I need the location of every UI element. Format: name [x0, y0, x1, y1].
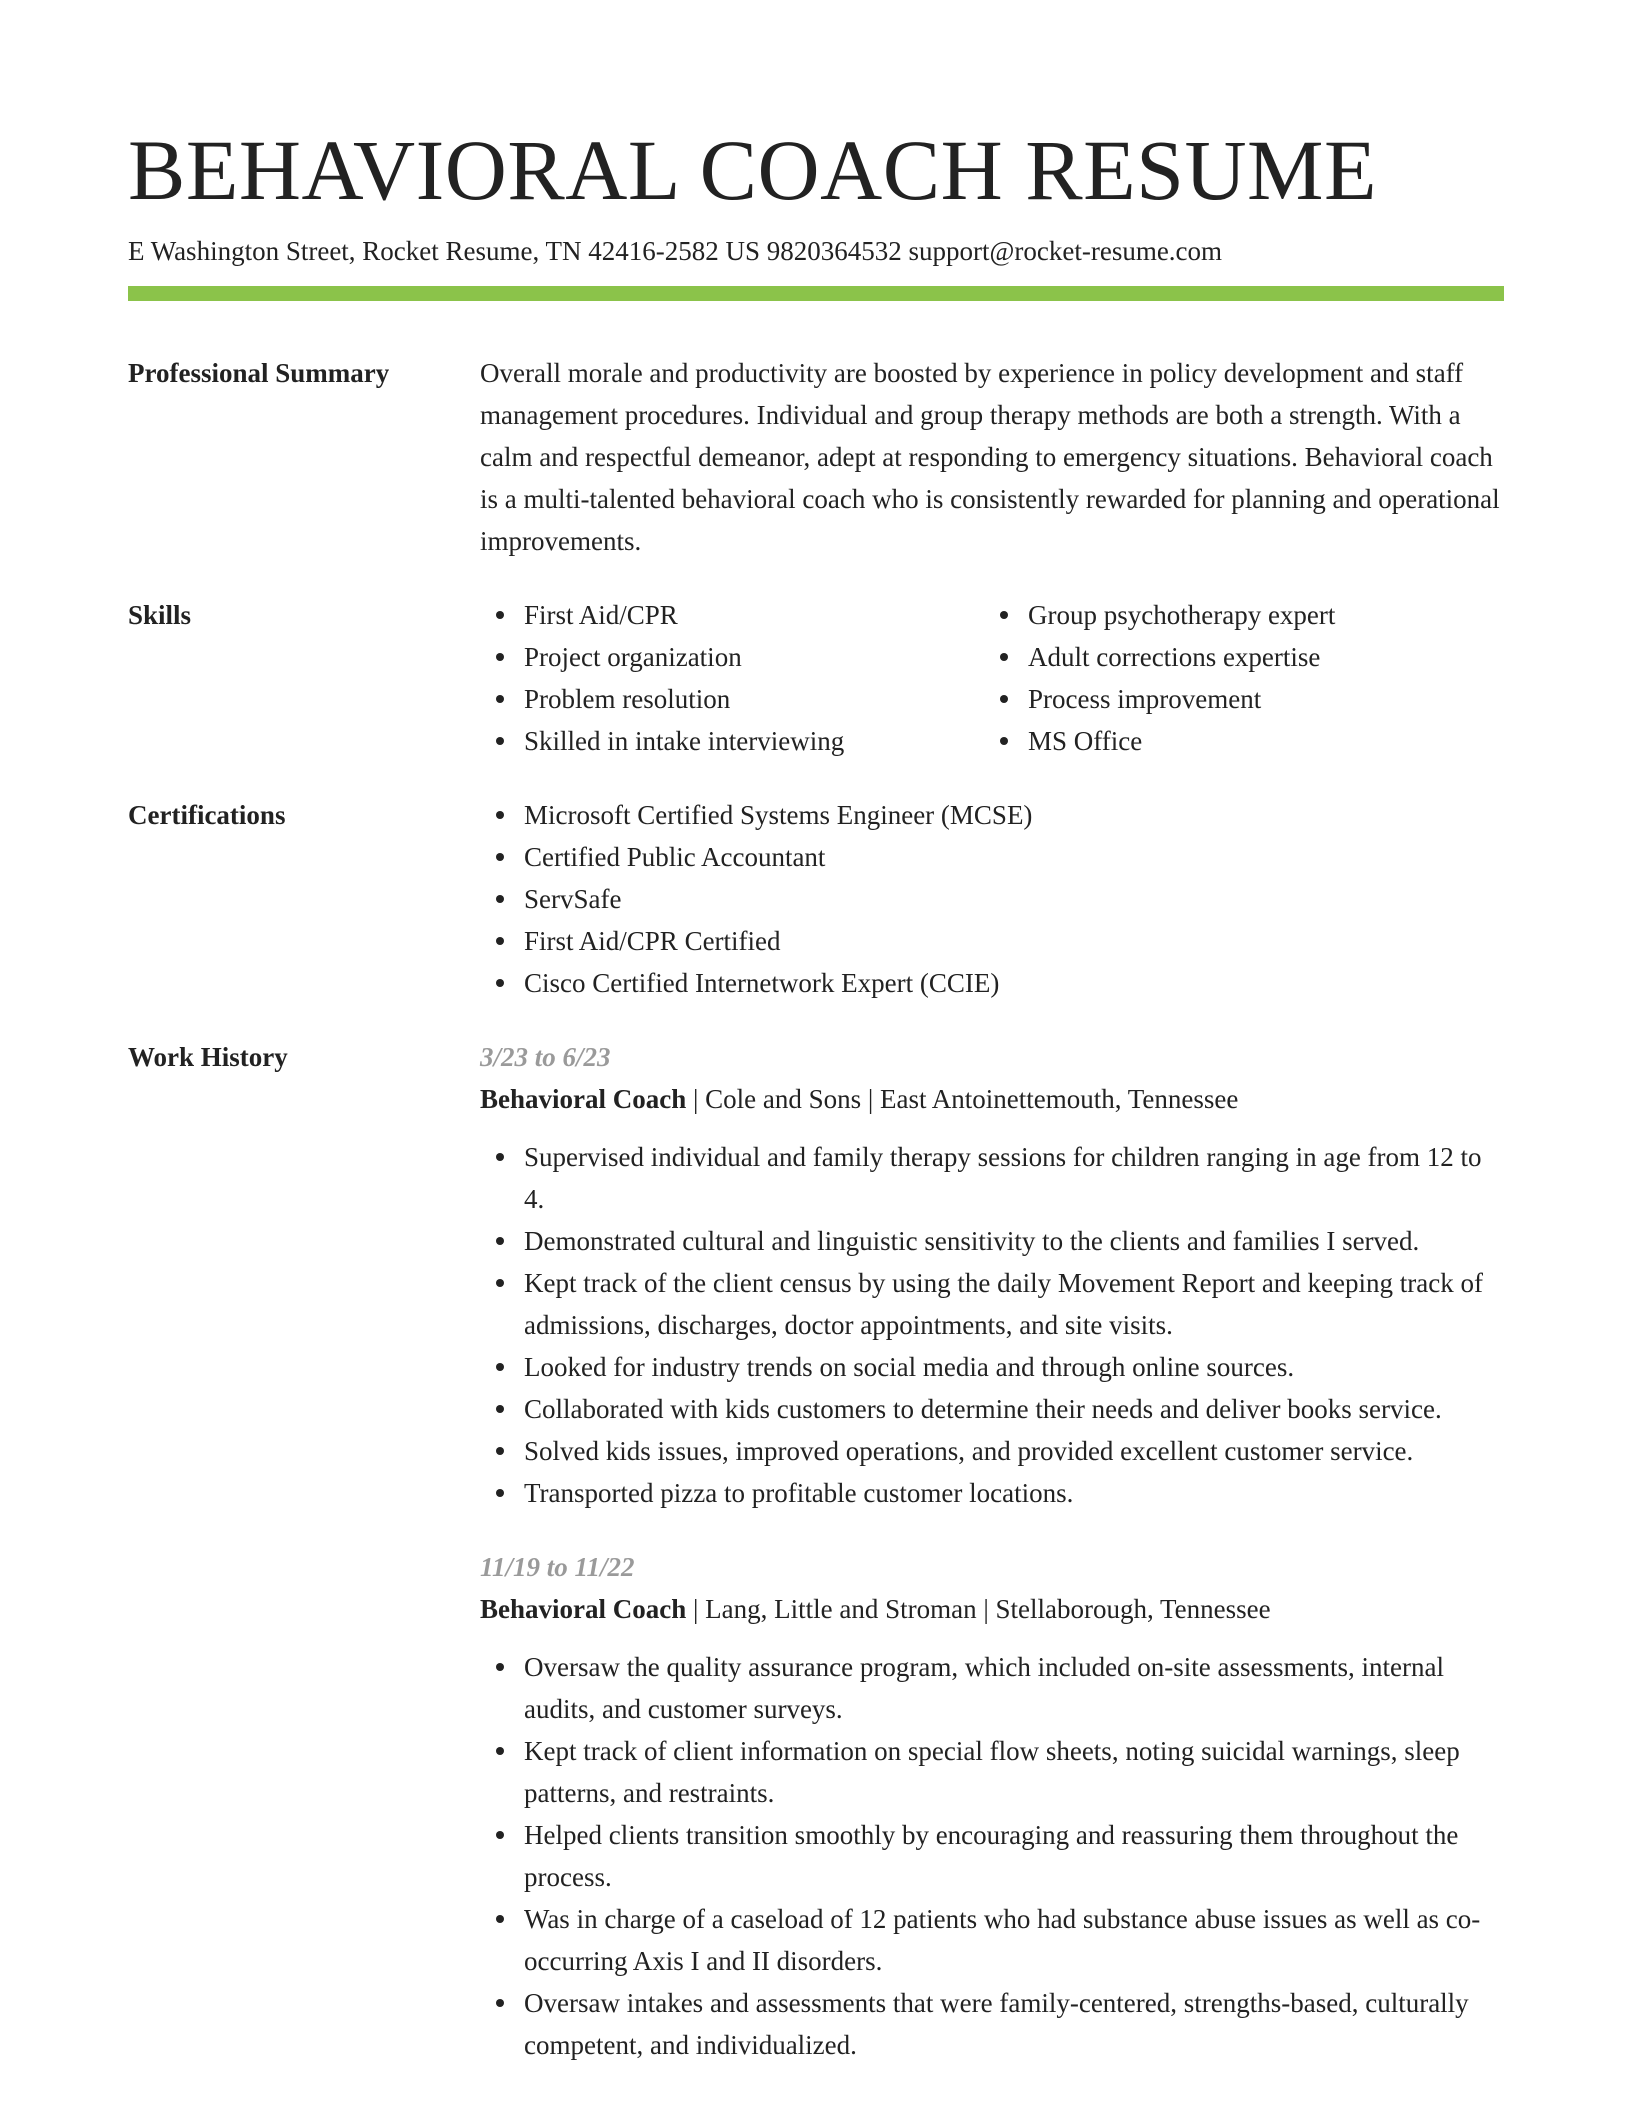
list-item — [480, 1982, 1504, 2066]
bullet-icon — [496, 1237, 504, 1245]
job-details: | Cole and Sons | East Antoinettemouth, Tennessee — [686, 1084, 1239, 1114]
bullet-icon — [1000, 611, 1008, 619]
list-item — [480, 794, 1504, 836]
bullet-icon — [496, 1405, 504, 1413]
bullet-icon — [496, 853, 504, 861]
list-item — [480, 878, 1504, 920]
skill-text: Adult corrections expertise — [1028, 642, 1321, 672]
list-item — [480, 1646, 1504, 1730]
job-dates: 11/19 to 11/22 — [480, 1552, 635, 1582]
list-item — [480, 1814, 1504, 1898]
bullet-icon — [496, 895, 504, 903]
bullet-icon — [496, 1831, 504, 1839]
job-bullet-text: Kept track of client information on special flow sheets, noting suicidal warnings, sleep patterns, and restraints. — [524, 1736, 1460, 1808]
list-item — [480, 720, 984, 762]
bullet-icon — [1000, 653, 1008, 661]
skill-text: Project organization — [524, 642, 742, 672]
list-item — [480, 920, 1504, 962]
summary-heading: Professional Summary — [128, 358, 390, 388]
skill-text: MS Office — [1028, 726, 1143, 756]
list-item — [480, 1136, 1504, 1220]
job-title: Behavioral Coach — [480, 1594, 687, 1624]
skills-list-left — [480, 594, 984, 762]
job-dates: 3/23 to 6/23 — [480, 1042, 611, 1072]
list-item — [480, 1898, 1504, 1982]
job-bullet-text: Transported pizza to profitable customer locations. — [524, 1478, 1074, 1508]
work-history-body — [480, 1036, 1504, 2066]
job-bullet-text: Kept track of the client census by using the daily Movement Report and keeping track of admissions, discharges, doctor appointments, and site visits. — [524, 1268, 1483, 1340]
list-item — [480, 636, 984, 678]
job-title-line — [480, 1588, 1504, 1630]
certification-text: Microsoft Certified Systems Engineer (MCSE) — [524, 800, 1033, 830]
list-item — [480, 1388, 1504, 1430]
certification-text: Certified Public Accountant — [524, 842, 826, 872]
job-bullet-text: Looked for industry trends on social media and through online sources. — [524, 1352, 1295, 1382]
bullet-icon — [496, 695, 504, 703]
bullet-icon — [496, 937, 504, 945]
job-details: | Lang, Little and Stroman | Stellaborough, Tennessee — [686, 1594, 1271, 1624]
accent-rule — [128, 286, 1504, 301]
skill-text: Skilled in intake interviewing — [524, 726, 845, 756]
bullet-icon — [496, 1279, 504, 1287]
list-item — [480, 1346, 1504, 1388]
skill-text: Process improvement — [1028, 684, 1262, 714]
job-bullet-text: Demonstrated cultural and linguistic sensitivity to the clients and families I served. — [524, 1226, 1420, 1256]
resume-title: BEHAVIORAL COACH RESUME — [128, 122, 1378, 218]
work-history-heading: Work History — [128, 1042, 288, 1072]
certifications-section — [128, 794, 1504, 1004]
job-entry — [480, 1546, 1504, 2066]
bullet-icon — [496, 1447, 504, 1455]
list-item — [480, 678, 984, 720]
list-item — [984, 594, 1488, 636]
bullet-icon — [496, 1747, 504, 1755]
skill-text: Problem resolution — [524, 684, 731, 714]
bullet-icon — [496, 1153, 504, 1161]
skill-text: Group psychotherapy expert — [1028, 600, 1336, 630]
job-bullet-text: Was in charge of a caseload of 12 patients who had substance abuse issues as well as co-occurring Axis I and II disorders. — [524, 1904, 1481, 1976]
bullet-icon — [496, 611, 504, 619]
skills-section — [128, 594, 1504, 762]
certifications-body — [480, 794, 1504, 1004]
job-title-line — [480, 1078, 1504, 1120]
list-item — [480, 1430, 1504, 1472]
bullet-icon — [496, 1363, 504, 1371]
bullet-icon — [496, 811, 504, 819]
certifications-heading: Certifications — [128, 800, 286, 830]
job-bullet-text: Oversaw the quality assurance program, which included on-site assessments, internal audits, and customer surveys. — [524, 1652, 1444, 1724]
summary-text: Overall morale and productivity are boosted by experience in policy development and staff management procedures. Individual and group therapy methods are both a strength. With a calm and respectful demeanor, adept at responding to emergency situations. Behavioral coach is a multi-talented behavioral coach who is consistently rewarded for planning and operational improvements. — [480, 358, 1500, 556]
skills-list-right — [984, 594, 1488, 762]
bullet-icon — [1000, 737, 1008, 745]
bullet-icon — [496, 979, 504, 987]
skills-body — [480, 594, 1504, 762]
skills-columns — [480, 594, 1504, 762]
job-bullet-text: Collaborated with kids customers to determine their needs and deliver books service. — [524, 1394, 1442, 1424]
certification-text: ServSafe — [524, 884, 622, 914]
job-entry — [480, 1036, 1504, 1514]
skills-heading: Skills — [128, 600, 192, 630]
list-item — [480, 594, 984, 636]
list-item — [480, 1262, 1504, 1346]
job-bullets — [480, 1136, 1504, 1514]
job-bullets — [480, 1646, 1504, 2066]
bullet-icon — [496, 1663, 504, 1671]
bullet-icon — [496, 1999, 504, 2007]
list-item — [480, 836, 1504, 878]
resume-page — [128, 118, 1504, 2066]
bullet-icon — [496, 1915, 504, 1923]
summary-section — [128, 352, 1504, 562]
job-bullet-text: Supervised individual and family therapy sessions for children ranging in age from 12 to 4. — [524, 1142, 1482, 1214]
job-bullet-text: Oversaw intakes and assessments that were family-centered, strengths-based, culturally competent, and individualized. — [524, 1988, 1469, 2060]
list-item — [480, 1472, 1504, 1514]
certifications-list — [480, 794, 1504, 1004]
job-bullet-text: Helped clients transition smoothly by encouraging and reassuring them throughout the process. — [524, 1820, 1459, 1892]
bullet-icon — [1000, 695, 1008, 703]
list-item — [984, 678, 1488, 720]
job-bullet-text: Solved kids issues, improved operations, and provided excellent customer service. — [524, 1436, 1414, 1466]
list-item — [480, 1220, 1504, 1262]
bullet-icon — [496, 1489, 504, 1497]
bullet-icon — [496, 737, 504, 745]
certification-text: First Aid/CPR Certified — [524, 926, 781, 956]
list-item — [480, 1730, 1504, 1814]
work-history-section — [128, 1036, 1504, 2066]
list-item — [480, 962, 1504, 1004]
job-title: Behavioral Coach — [480, 1084, 687, 1114]
bullet-icon — [496, 653, 504, 661]
contact-line: E Washington Street, Rocket Resume, TN 42416-2582 US 9820364532 support@rocket-resume.com — [128, 236, 1223, 266]
list-item — [984, 636, 1488, 678]
list-item — [984, 720, 1488, 762]
skill-text: First Aid/CPR — [524, 600, 678, 630]
certification-text: Cisco Certified Internetwork Expert (CCIE) — [524, 968, 1000, 998]
